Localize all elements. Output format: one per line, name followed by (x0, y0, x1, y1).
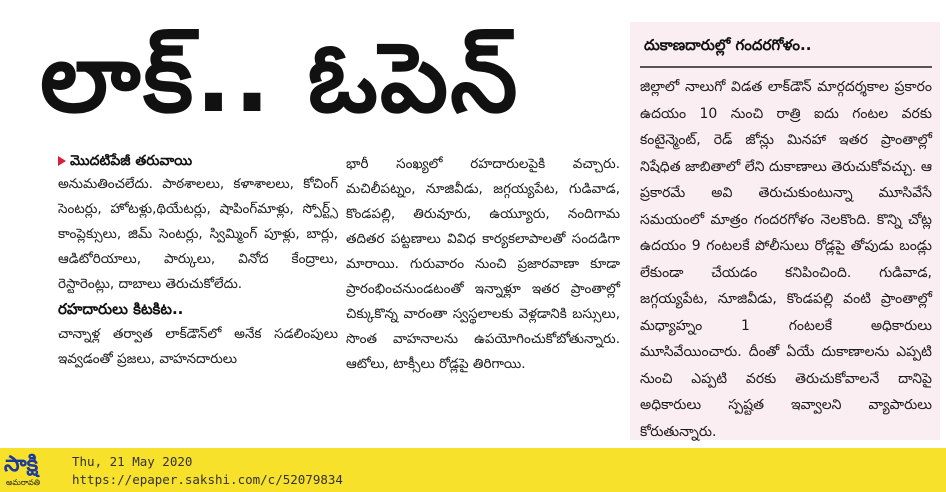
article-paragraph: చాన్నాళ్ల తర్వాత లాక్‌డౌన్‌లో అనేక సడలింపులు ఇవ్వడంతో ప్రజలు, వాహనదారులు (58, 326, 338, 367)
logo-text: సాక్షి (4, 452, 39, 477)
continued-label (58, 150, 338, 172)
epaper-link[interactable]: https://epaper.sakshi.com/c/52079834 (72, 472, 343, 487)
footer-bar (0, 448, 946, 492)
sidebar-title: దుకాణదారుల్లో గందరగోళం.. (644, 36, 812, 54)
sidebar-box (630, 22, 940, 440)
headline: లాక్.. ఓపెన్ (40, 22, 520, 134)
article-column-1 (58, 150, 338, 372)
sakshi-logo (4, 452, 64, 488)
sidebar-body: జిల్లాలో నాలుగో విడత లాక్‌డౌన్ మార్గదర్శకాల ప్రకారం ఉదయం 10 నుంచి రాత్రి ఐదు గంటల వరకు కంటైన్మెంట్, రెడ్ జోన్లు మినహా ఇతర ప్రాంతాల్లో నిషేధిత జాబితాలో లేని దుకాణాలు తెరుచుకోవచ్చు. ఆ ప్రకారమే అవి తెరుచుకుంటున్నా మూసివేసే సమయంలో మాత్రం గందరగోళం నెలకొంది. కొన్ని చోట్ల ఉదయం 9 గంటలకే పోలీసులు రోడ్లపై తోపుడు బండ్లు లేకుండా చేయడం కనిపించింది. గుడివాడ, జగ్గయ్యపేట, నూజివీడు, కొండపల్లి వంటి ప్రాంతాల్లో మధ్యాహ్నం 1 గంటలకే అధికారులు మూసివేయించారు. దీంతో ఏయే దుకాణాలను ఎప్పటి నుంచి ఎప్పటి వరకు తెరుచుకోవాలనే దానిపై అధికారులు స్పష్టత ఇవ్వాలని వ్యాపారులు కోరుతున్నారు. (640, 79, 932, 440)
sidebar-divider (640, 66, 932, 68)
publish-date: Thu, 21 May 2020 (72, 454, 193, 469)
continued-text: మొదటిపేజీ తరువాయి (70, 153, 193, 169)
article-subhead: రహదారులు కిటకిట.. (58, 300, 184, 318)
logo-edition: అమరావతి (6, 478, 41, 487)
article-paragraph: అనుమతించలేదు. పాఠశాలలు, కళాశాలలు, కోచింగ్ సెంటర్లు, హోటళ్లు,థియేటర్లు, షాపింగ్‌మాళ్లు, స్పోర్ట్స్ కాంప్లెక్సులు, జిమ్ సెంటర్లు, స్విమ్మింగ్ పూళ్లు, బార్లు, ఆడిటోరియాలు, పార్కులు, వినోద కేంద్రాలు, రెస్టారెంట్లు, దాబాలు తెరుచుకోలేదు. (58, 176, 338, 292)
arrow-right-icon (58, 156, 66, 166)
article-paragraph: భారీ సంఖ్యలో రహదారులపైకి వచ్చారు. మచిలీపట్నం, నూజివీడు, జగ్గయ్యపేట, గుడివాడ, కొండపల్లి, తిరువూరు, ఉయ్యూరు, నందిగామ తదితర పట్టణాలు వివిధ కార్యకలాపాలతో సందడిగా మారాయి. గురువారం నుంచి ప్రజారవాణా కూడా ప్రారంభించనుండటంతో ఇన్నాళ్లూ ఇతర ప్రాంతాల్లో చిక్కుకొన్న వారంతా స్వస్థలాలకు వెళ్లడానికి బస్సులు, సొంత వాహనాలను ఉపయోగించుకోబోతున్నారు. ఆటోలు, టాక్సీలు రోడ్లపై తిరిగాయి. (346, 156, 620, 372)
article-column-2 (346, 152, 620, 377)
